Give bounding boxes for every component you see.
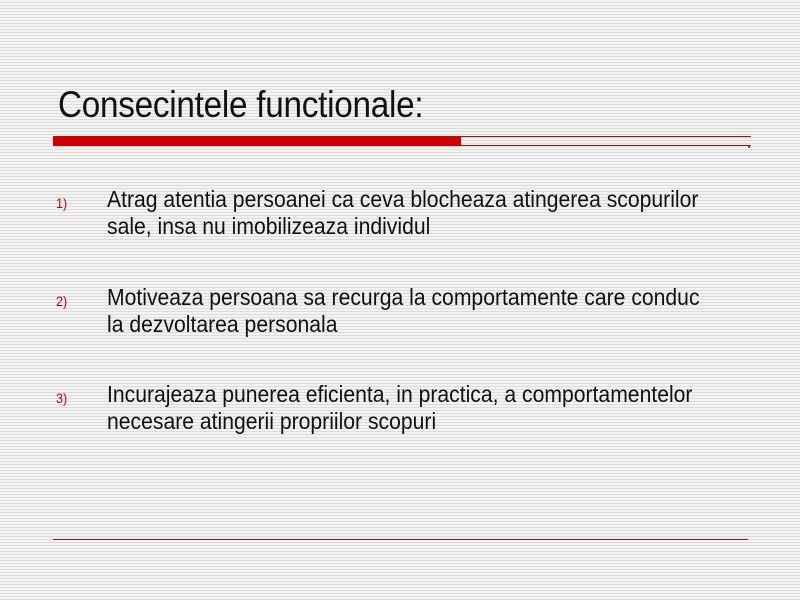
- list-item-number: 2): [56, 293, 68, 309]
- list-item-number: 3): [56, 390, 68, 406]
- slide-title: Consecintele functionale:: [58, 84, 424, 125]
- list-item-number: 1): [56, 195, 68, 211]
- list-item-text: Motiveaza persoana sa recurga la comportamente care conduc la dezvoltarea personala: [107, 284, 700, 337]
- title-underline-right: [461, 145, 751, 146]
- footer-rule: [53, 539, 748, 540]
- list-item-text: Atrag atentia persoanei ca ceva blocheaza atingerea scopurilor sale, insa nu imobilizeaza individul: [107, 186, 699, 239]
- title-underline-thick: [53, 137, 461, 146]
- corner-mark: [748, 146, 750, 148]
- list-item-text: Incurajeaza punerea eficienta, in practica, a comportamentelor necesare atingerii propriilor scopuri: [107, 381, 693, 434]
